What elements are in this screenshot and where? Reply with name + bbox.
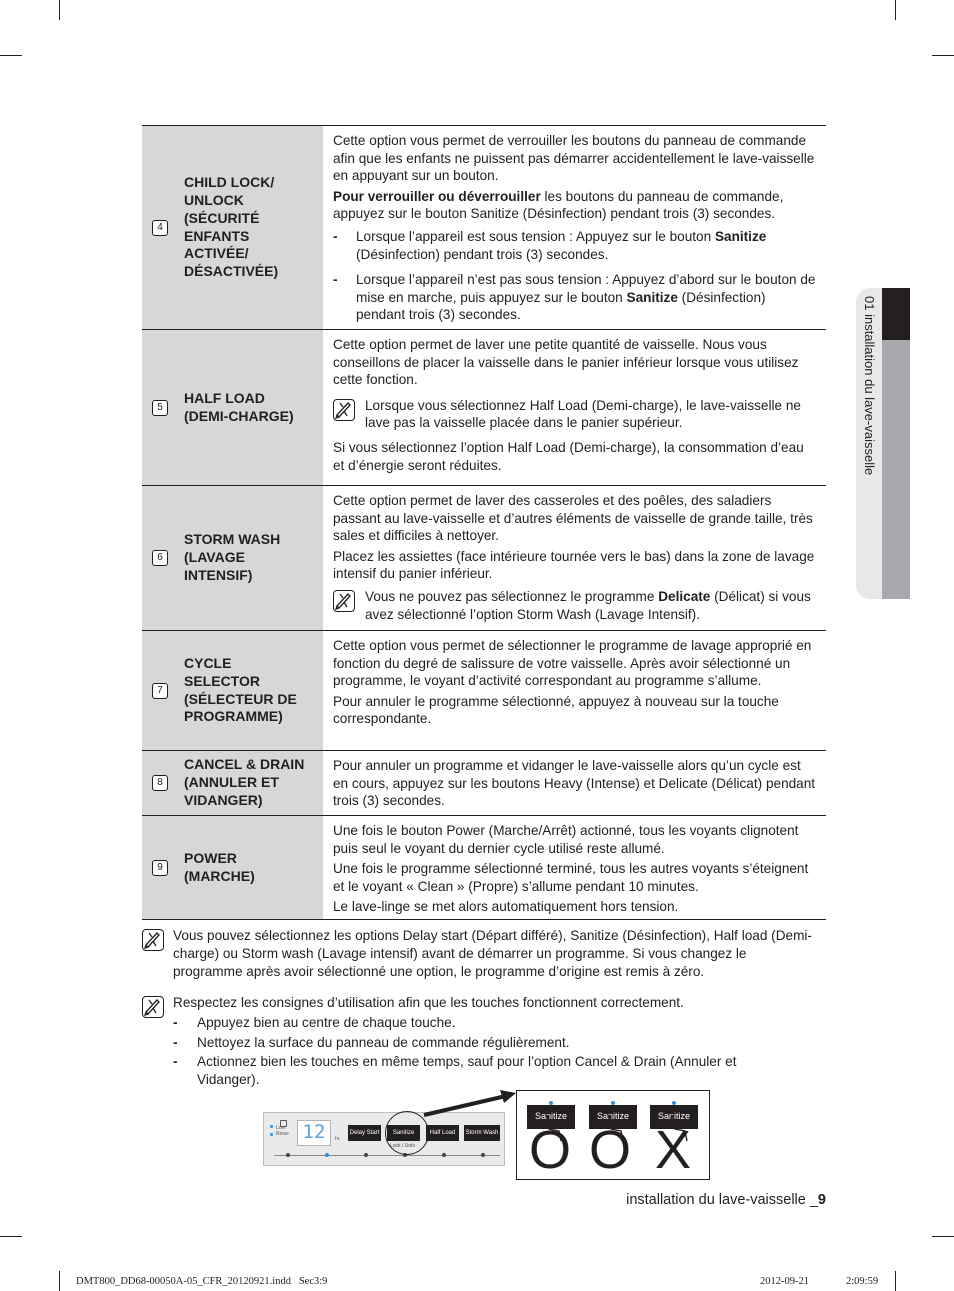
- print-file-info: DMT800_DD68-00050A-05_CFR_20120921.indd Sec3:9: [76, 1276, 328, 1287]
- panel-button-sanitize[interactable]: Sanitize: [387, 1125, 420, 1141]
- bullet-item: - Appuyez bien au centre de chaque touche.: [173, 1014, 456, 1030]
- finger-icon: [663, 1113, 693, 1143]
- indicator-dot: [270, 1133, 273, 1136]
- key-label: Sanitize: [657, 1111, 691, 1121]
- chapter-tab-marker: [882, 288, 910, 340]
- option-number: 4: [152, 220, 168, 236]
- indicator-dot: [364, 1153, 368, 1157]
- touch-examples-box: [516, 1090, 710, 1180]
- indicator-dot: [442, 1153, 446, 1157]
- option-description: [323, 751, 826, 815]
- note-block: [333, 397, 818, 432]
- control-panel-illustration: [263, 1112, 505, 1166]
- option-description: [323, 126, 826, 329]
- bullet-item: - Nettoyez la surface du panneau de commande régulièrement.: [173, 1034, 570, 1050]
- crop-mark: [0, 55, 22, 56]
- note-pencil-icon: [333, 590, 355, 612]
- option-name: CHILD LOCK/ UNLOCK (SÉCURITÉ ENFANTS ACTIVÉE/ DÉSACTIVÉE): [184, 174, 279, 280]
- note-pencil-icon: [142, 929, 164, 951]
- table-row: [142, 751, 826, 816]
- description-text: Pour annuler le programme sélectionné, appuyez à nouveau sur la touche correspondante.: [333, 693, 779, 727]
- description-text: Cette option permet de laver une petite quantité de vaisselle. Nous vous conseillons de placer la vaisselle dans le panier inférieur lorsque vous utilisez cette fonction.: [333, 337, 799, 388]
- panel-button-half-load[interactable]: Half Load: [426, 1125, 459, 1141]
- description-text: Le lave-linge se met alors automatiquement hors tension.: [333, 899, 679, 915]
- option-number: 8: [152, 775, 168, 791]
- indicator-dot: [481, 1153, 485, 1157]
- key-label: Sanitize: [596, 1111, 630, 1121]
- option-number: 7: [152, 683, 168, 699]
- lock-icon: [280, 1120, 287, 1127]
- general-note: [142, 994, 826, 1089]
- table-row: [142, 330, 826, 486]
- key-led: [611, 1101, 615, 1105]
- crop-mark: [932, 55, 954, 56]
- description-text: Pour annuler un programme et vidanger le lave-vaisselle alors qu’un cycle est en cours, appuyez sur les boutons Heavy (Intense) et Delicate (Délicat) pendant trois (3) secondes.: [333, 758, 816, 809]
- note-text: Lorsque vous sélectionnez Half Load (Demi-charge), le lave-vaisselle ne lave pas la vaisselle placée dans le panier supérieur.: [365, 397, 801, 431]
- description-text: Une fois le bouton Power (Marche/Arrêt) actionné, tous les voyants clignotent puis seul le voyant du dernier cycle utilisé reste allumé.: [333, 823, 799, 856]
- arrow-icon: [420, 1090, 520, 1120]
- finger-icon: [599, 1113, 629, 1143]
- description-text: Cette option permet de laver des casseroles et des poêles, des saladiers passant au lave-vaisselle et d’autres éléments de vaisselle de grande taille, très sales et difficiles à nettoyer.: [333, 493, 813, 544]
- table-row: [142, 631, 826, 751]
- crop-mark: [59, 0, 60, 20]
- key-label: Sanitize: [534, 1111, 568, 1121]
- option-number: 5: [152, 400, 168, 416]
- panel-indicator-row: [274, 1155, 500, 1156]
- option-description: [323, 486, 826, 630]
- finger-icon: [537, 1113, 567, 1143]
- correct-mark: O: [529, 1120, 572, 1180]
- option-description: [323, 631, 826, 750]
- page-number: 9: [817, 1192, 826, 1208]
- hours-label: hr.: [335, 1136, 341, 1142]
- wrong-mark: X: [655, 1120, 692, 1180]
- crop-mark: [895, 1271, 896, 1291]
- print-time: 2:09:59: [846, 1276, 879, 1287]
- description-text: Pour verrouiller ou déverrouiller les boutons du panneau de commande, appuyez sur le bouton Sanitize (Désinfection) pendant trois (3) secondes.: [333, 188, 784, 222]
- option-description: [323, 816, 826, 919]
- description-text: Une fois le programme sélectionné terminé, tous les autres voyants s’éteignent et le voyant « Clean » (Propre) s’allume pendant 10 minutes.: [333, 861, 809, 894]
- general-note: [142, 927, 826, 980]
- option-name: CYCLE SELECTOR (SÉLECTEUR DE PROGRAMME): [184, 654, 297, 725]
- crop-mark: [895, 0, 896, 20]
- description-text: Cette option vous permet de verrouiller les boutons du panneau de commande afin que les enfants ne puissent pas démarrer accidentellement le lave-vaisselle en appuyant sur un bouton.: [333, 133, 815, 184]
- note-pencil-icon: [333, 399, 355, 421]
- note-text: Vous ne pouvez pas sélectionnez le programme Delicate (Délicat) si vous avez sélectionné l’option Storm Wash (Lavage Intensif).: [365, 588, 811, 622]
- table-row: [142, 486, 826, 631]
- option-name-cell: [142, 631, 323, 750]
- bullet-item: - Actionnez bien les touches en même temps, sauf pour l’option Cancel & Drain (Annuler et Vidanger).: [173, 1054, 737, 1088]
- option-name-cell: [142, 126, 323, 329]
- indicator-dot: [286, 1153, 290, 1157]
- note-pencil-icon: [142, 996, 164, 1018]
- indicator-labels: Low Rinse: [276, 1125, 289, 1137]
- description-text: Cette option vous permet de sélectionner le programme de lavage approprié en fonction du degré de salissure de votre vaisselle. Après avoir sélectionné un programme, le voyant d’activité correspondant au programme s’allume.: [333, 638, 812, 689]
- option-name-cell: [142, 486, 323, 630]
- bullet-item: - Lorsque l’appareil n’est pas sous tension : Appuyez d’abord sur le bouton de mise en marche, puis appuyez sur le bouton Sanitize (Désinfection) pendant trois (3) secondes.: [333, 272, 816, 323]
- crop-mark: [932, 1236, 954, 1237]
- option-name: CANCEL & DRAIN (ANNULER ET VIDANGER): [184, 756, 305, 808]
- option-number: 6: [152, 550, 168, 566]
- note-body: [173, 994, 826, 1089]
- panel-button-storm-wash[interactable]: Storm Wash: [464, 1125, 500, 1141]
- chapter-tab-strip: [882, 340, 910, 599]
- description-text: Placez les assiettes (face intérieure tournée vers le bas) dans la zone de lavage intensif du panier inférieur.: [333, 548, 815, 582]
- option-name: POWER (MARCHE): [184, 849, 255, 884]
- footer-label: installation du lave-vaisselle _: [626, 1192, 818, 1208]
- options-table: [142, 125, 826, 920]
- table-row: [142, 126, 826, 330]
- option-number: 9: [152, 860, 168, 876]
- option-description: [323, 330, 826, 485]
- correct-mark: O: [589, 1120, 632, 1180]
- lock-unlock-label: Lock / Unlo: [390, 1143, 416, 1149]
- chapter-tab-label: 01 installation du lave-vaisselle: [862, 296, 877, 476]
- print-date: 2012-09-21: [760, 1276, 809, 1287]
- table-row: [142, 816, 826, 920]
- panel-button-delay-start[interactable]: Delay Start: [348, 1125, 381, 1141]
- note-text: Vous pouvez sélectionnez les options Delay start (Départ différé), Sanitize (Désinfection), Half load (Demi-charge) ou Storm wash (Lavage intensif) avant de démarrer un programme. Si vous changez le programme après avoir sélectionné une option, le programme d’origine est remis à zéro.: [173, 928, 812, 979]
- key-led: [672, 1101, 676, 1105]
- note-text: Respectez les consignes d’utilisation afin que les touches fonctionnent correctement.: [173, 995, 684, 1010]
- option-name: STORM WASH (LAVAGE INTENSIF): [184, 531, 281, 583]
- option-name-cell: [142, 330, 323, 485]
- bullet-item: - Lorsque l’appareil est sous tension : Appuyez sur le bouton Sanitize (Désinfection) pendant trois (3) secondes.: [333, 228, 767, 262]
- indicator-dot: [325, 1153, 329, 1157]
- option-name-cell: [142, 751, 323, 815]
- crop-mark: [59, 1271, 60, 1291]
- page-footer: [626, 1192, 826, 1208]
- time-display: 12: [297, 1120, 331, 1146]
- note-block: [333, 588, 818, 623]
- option-name: HALF LOAD (DEMI-CHARGE): [184, 389, 294, 424]
- crop-mark: [0, 1236, 22, 1237]
- key-led: [549, 1101, 553, 1105]
- indicator-dot: [270, 1125, 273, 1128]
- description-text: Si vous sélectionnez l’option Half Load (Demi-charge), la consommation d’eau et d’énergie seront réduites.: [333, 439, 804, 473]
- option-name-cell: [142, 816, 323, 919]
